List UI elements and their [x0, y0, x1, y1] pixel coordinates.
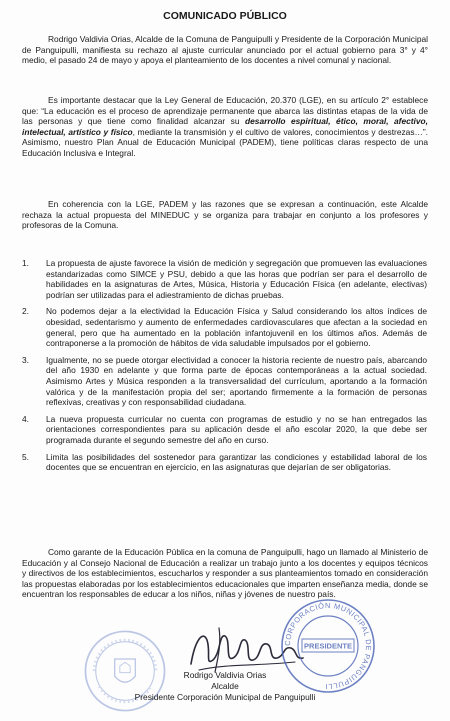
paragraph-lge — [22, 95, 428, 159]
paragraph-intro: Rodrigo Valdivia Orias, Alcalde de la Comuna de Panguipulli y Presidente de la Corporación Municipal de Panguipulli, manifiesta su rechazo al ajuste curricular anunciado por el actual gobierno para 3° y 4° medio, el pasado 24 de mayo y apoya el planteamiento de los docentes a nivel comunal y nacional. — [22, 34, 428, 66]
list-item — [22, 414, 427, 446]
paragraph-lge-emphasis: desarrollo espiritual, ético, moral, afectivo, intelectual, artístico y físico — [22, 116, 428, 137]
list-item-number: 4. — [22, 413, 29, 424]
list-item-number: 1. — [22, 258, 29, 268]
signer-name: Rodrigo Valdivia Orias — [183, 670, 267, 680]
list-item — [22, 452, 427, 473]
list-item-text: La nueva propuesta curricular no cuenta con programas de estudio y no se han entregados las orientaciones correspondientes para su aplicación desde el año escolar 2020, la que debe ser programada durante el segundo semestre del año en curso. — [46, 413, 427, 445]
list-item-text: No podemos dejar a la electividad la Educación Física y Salud considerando los altos índices de obesidad, sedentarismo y aumento de enfermedades cardiovasculares que afectan a la sociedad en general, pero que ha aumentado en la población infantojuvenil en los últimos años. Además de contraponerse a la promoción de hábitos de vida saludable impulsados por el gobierno. — [46, 306, 427, 349]
list-item — [22, 306, 427, 348]
paragraph-lge-part-2: , mediante la transmisión y el cultivo de valores, conocimientos y destrezas…”. Asimismo, nuestro Plan Anual de Educación Municipal (PADEM), tiene políticas claras respecto de una Educación Inclusiva e Integral. — [22, 126, 428, 158]
signer-organization: Presidente Corporación Municipal de Panguipulli — [134, 692, 316, 702]
list-item — [22, 355, 427, 408]
stamp-center-text: PRESIDENTE — [304, 641, 352, 651]
list-item-text: Limita las posibilidades del sostenedor para garantizar las condiciones y estabilidad laboral de los docentes que se encuentran en ejercicio, en las asignaturas que dejarían de ser obligatorias. — [46, 451, 427, 473]
paragraph-lge-part-1: Es importante destacar que la Ley General de Educación, 20.370 (LGE), en su artículo 2° establece que: “La educación es el proceso de aprendizaje permanente que abarca las distintas etapas de la vida de las personas y que tiene como finalidad alcanzar su — [22, 95, 428, 127]
document-title: COMUNICADO PÚBLICO — [163, 10, 287, 22]
list-item — [22, 258, 427, 300]
paragraph-call: Como garante de la Educación Pública en la comuna de Panguipulli, hago un llamado al Ministerio de Educación y al Consejo Nacional de Educación a realizar un trabajo junto a los docentes y equipos técnicos y directivos de los establecimientos, escucharlos y responder a sus planteamientos tomado en consideración las propuestas elaboradas por los establecimientos educacionales que imparten enseñanza media, donde se encuentran los responsables de educar a los niños, niñas y jóvenes de nuestro país. — [22, 547, 428, 600]
list-item-number: 3. — [22, 354, 29, 365]
points-list — [22, 258, 427, 479]
paragraph-coherence: En coherencia con la LGE, PADEM y las razones que se expresan a continuación, este Alcalde rechaza la actual propuesta del MINEDUC y se organiza para trabajar en conjunto a los profesores y profesoras de la Comuna. — [22, 199, 428, 231]
signer-role: Alcalde — [211, 681, 239, 691]
list-item-number: 2. — [22, 306, 29, 317]
list-item-text: La propuesta de ajuste favorece la visión de medición y segregación que promueven las evaluaciones estandarizadas como SIMCE y PSU, debido a que las horas que podrían ser para el desarrollo de habilidades en la asignaturas de Artes, Música, Historia y Educación Física (en adelante, electivas) podrían ser utilizadas para el adiestramiento de dichas pruebas. — [46, 258, 427, 300]
list-item-text: Igualmente, no se puede otorgar electividad a conocer la historia reciente de nuestro país, abarcando del año 1930 en adelante y que forma parte de épocas contemporáneas a la actual sociedad. Asimismo Artes y Música responden a la transversalidad del currículum, aportando a la formación valórica y de la manifestación propia del ser; aportando firmemente a la formación de personas reflexivas, creativas y con responsabilidad ciudadana. — [46, 354, 427, 408]
stamp-ring-text: CORPORACIÓN MUNICIPAL DE PANGUIPULLI — [282, 600, 374, 692]
list-item-number: 5. — [22, 451, 29, 462]
signature-block — [0, 670, 450, 703]
